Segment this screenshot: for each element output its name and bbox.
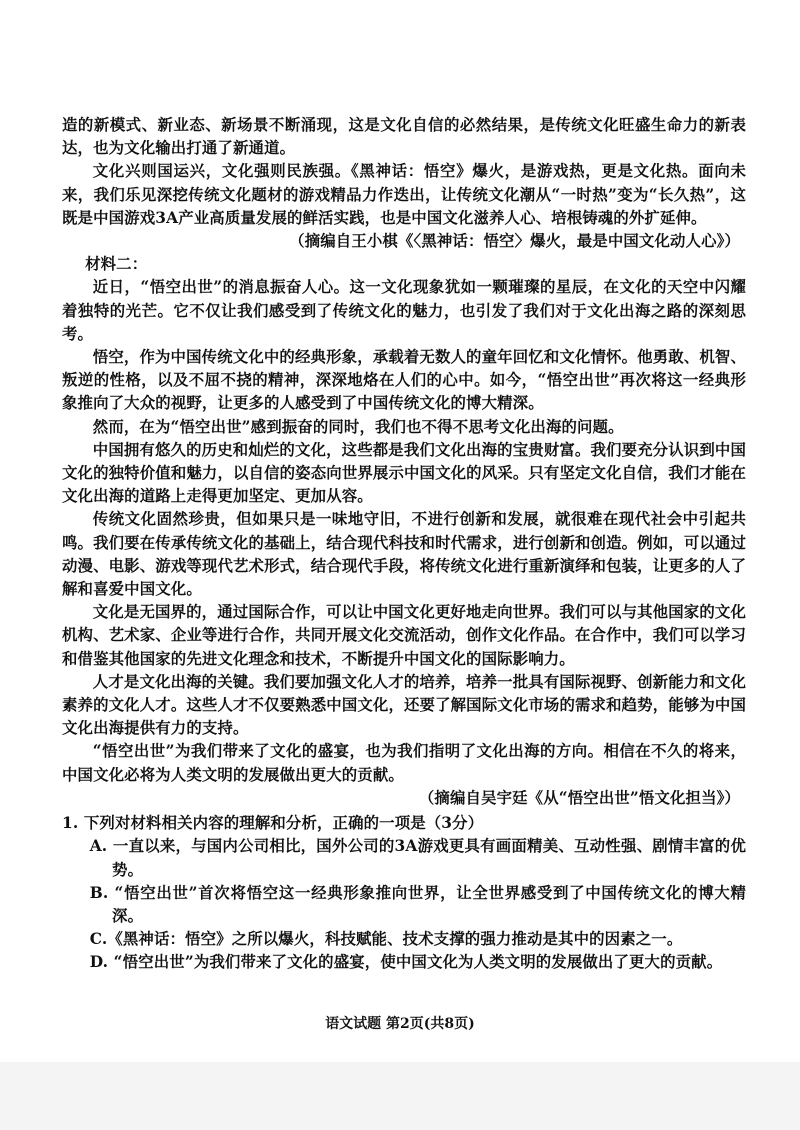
question-1-option-c: C.《黑神话：悟空》之所以爆火，科技赋能、技术支撑的强力推动是其中的因素之一。 bbox=[89, 930, 683, 949]
material2-citation: （摘编自吴宇廷《从“悟空出世”悟文化担当》） bbox=[418, 788, 740, 807]
material2-paragraph: 文化是无国界的，通过国际合作，可以让中国文化更好地走向世界。我们可以与其他国家的文化机构、艺术家、企业等进行合作，共同开展文化交流活动，创作文化作品。在合作中，我们可以学习和借鉴其他国家的先进文化理念和技术，不断提升中国文化的国际影响力。 bbox=[62, 603, 746, 668]
question-1-option-d: D. “悟空出世”为我们带来了文化的盛宴，使中国文化为人类文明的发展做出了更大的贡献。 bbox=[89, 953, 723, 972]
material2-paragraph: 人才是文化出海的关键。我们要加强文化人才的培养，培养一批具有国际视野、创新能力和文化素养的文化人才。这些人才不仅要熟悉中国文化，还要了解国际文化市场的需求和趋势，能够为中国文化出海提供有力的支持。 bbox=[62, 672, 746, 738]
question-1-stem: 1. 下列对材料相关内容的理解和分析，正确的一项是（3分） bbox=[62, 814, 484, 833]
material2-label: 材料二： bbox=[85, 255, 148, 274]
question-1-option-b: B. “悟空出世”首次将悟空这一经典形象推向世界，让全世界感受到了中国传统文化的博大精深。 bbox=[89, 883, 746, 925]
material2-paragraph: 悟空，作为中国传统文化中的经典形象，承载着无数人的童年回忆和文化情怀。他勇敢、机智、叛逆的性格，以及不屈不挠的精神，深深地烙在人们的心中。如今，“悟空出世”再次将这一经典形象推向了大众的视野，让更多的人感受到了中国传统文化的博大精深。 bbox=[62, 348, 746, 413]
material1-paragraph-continued: 造的新模式、新业态、新场景不断涌现，这是文化自信的必然结果，是传统文化旺盛生命力的新表达，也为文化输出打通了新通道。 bbox=[62, 116, 746, 158]
material2-paragraph: 中国拥有悠久的历史和灿烂的文化，这些都是我们文化出海的宝贵财富。我们要充分认识到中国文化的独特价值和魅力，以自信的姿态向世界展示中国文化的风采。只有坚定文化自信，我们才能在文化出海的道路上走得更加坚定、更加从容。 bbox=[62, 440, 746, 506]
material2-paragraph: 然而，在为“悟空出世”感到振奋的同时，我们也不得不思考文化出海的问题。 bbox=[92, 417, 624, 436]
question-1-option-a: A. 一直以来，与国内公司相比，国外公司的3A游戏更具有画面精美、互动性强、剧情丰富的优势。 bbox=[89, 837, 746, 879]
question-1 bbox=[62, 812, 746, 974]
material2-paragraph: “悟空出世”为我们带来了文化的盛宴，也为我们指明了文化出海的方向。相信在不久的将来，中国文化必将为人类文明的发展做出更大的贡献。 bbox=[62, 742, 746, 784]
page-content bbox=[62, 114, 746, 975]
scan-margin bbox=[0, 1062, 800, 1130]
material1-paragraph-closing: 文化兴则国运兴，文化强则民族强。《黑神话：悟空》爆火，是游戏热，更是文化热。面向未来，我们乐见深挖传统文化题材的游戏精品力作迭出，让传统文化潮从“一时热”变为“长久热”，这既是中国游戏3A产业高质量发展的鲜活实践，也是中国文化滋养人心、培根铸魂的外扩延伸。 bbox=[62, 162, 746, 227]
page-footer: 语文试题 第2页(共8页) bbox=[325, 1016, 475, 1032]
material2-paragraph: 传统文化固然珍贵，但如果只是一味地守旧，不进行创新和发展，就很难在现代社会中引起共鸣。我们要在传承传统文化的基础上，结合现代科技和时代需求，进行创新和创造。例如，可以通过动漫、电影、游戏等现代艺术形式，结合现代手段，将传统文化进行重新演绎和包装，让更多的人了解和喜爱中国文化。 bbox=[62, 510, 746, 599]
material1-citation: （摘编自王小棋《〈黑神话：悟空〉爆火，最是中国文化动人心》） bbox=[289, 232, 740, 251]
material2-paragraph: 近日，“悟空出世”的消息振奋人心。这一文化现象犹如一颗璀璨的星辰，在文化的天空中闪耀着独特的光芒。它不仅让我们感受到了传统文化的魅力，也引发了我们对于文化出海之路的深刻思考。 bbox=[62, 278, 746, 343]
